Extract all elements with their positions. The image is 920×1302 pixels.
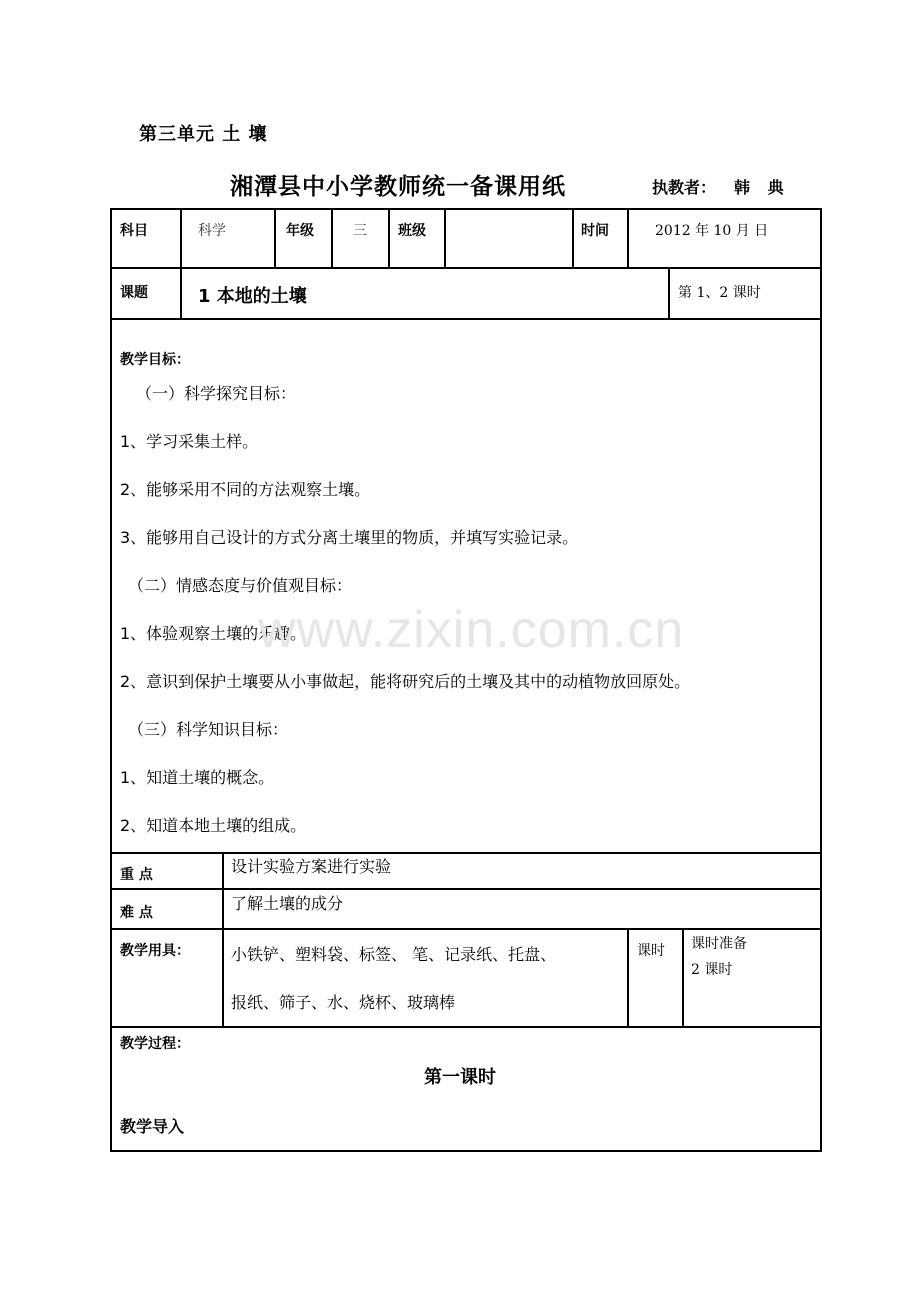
objective-line: 1、学习采集土样。 xyxy=(120,432,259,451)
section-heading: 教学导入 xyxy=(120,1117,185,1136)
watermark: www.zixin.com.cn xyxy=(258,601,685,659)
objective-line: 2、能够采用不同的方法观察土壤。 xyxy=(120,480,371,499)
row-divider-header xyxy=(110,267,820,269)
objective-line: 1、体验观察土壤的乐趣。 xyxy=(120,624,307,643)
page-title: 湘潭县中小学教师统一备课用纸 xyxy=(230,174,566,200)
row-divider-objectives xyxy=(110,852,820,854)
row-divider-tools xyxy=(110,1026,820,1028)
row-divider-difficulty xyxy=(110,928,820,930)
difficulty-label: 难 点 xyxy=(120,905,153,921)
objective-line: （三）科学知识目标： xyxy=(128,720,289,739)
key-point-value: 设计实验方案进行实验 xyxy=(231,857,392,876)
grade-value: 三 xyxy=(353,223,367,239)
col-divider xyxy=(222,853,224,1027)
col-divider xyxy=(444,208,446,268)
grade-label: 年级 xyxy=(286,223,314,239)
lesson-period: 第 1、2 课时 xyxy=(678,285,761,301)
col-divider xyxy=(627,208,629,268)
time-value: 2012 年 10 月 日 xyxy=(655,223,769,239)
unit-heading: 第三单元 土 壤 xyxy=(139,124,268,145)
class-label: 班级 xyxy=(398,223,426,239)
col-divider xyxy=(331,208,333,268)
objectives-heading: 教学目标： xyxy=(120,352,190,368)
tools-line: 报纸、筛子、水、烧杯、玻璃棒 xyxy=(231,993,456,1012)
objective-line: （一）科学探究目标： xyxy=(136,384,297,403)
topic-label: 课题 xyxy=(120,285,148,301)
process-heading: 教学过程： xyxy=(120,1036,190,1052)
tools-line: 小铁铲、塑料袋、标签、 笔、记录纸、托盘、 xyxy=(231,945,557,964)
col-divider xyxy=(180,208,182,268)
lesson-title: 第一课时 xyxy=(424,1067,496,1088)
col-divider xyxy=(682,929,684,1027)
objective-line: （二）情感态度与价值观目标： xyxy=(128,576,353,595)
prep-value: 2 课时 xyxy=(691,962,733,978)
teacher-name: 韩 典 xyxy=(734,178,790,197)
subject-label: 科目 xyxy=(120,223,148,239)
period-label: 课时 xyxy=(637,943,665,959)
objective-line: 3、能够用自己设计的方式分离土壤里的物质，并填写实验记录。 xyxy=(120,528,579,547)
time-label: 时间 xyxy=(581,223,609,239)
subject-value: 科学 xyxy=(198,223,226,239)
prep-label: 课时准备 xyxy=(691,936,747,952)
col-divider xyxy=(668,268,670,319)
col-divider xyxy=(572,208,574,268)
objective-line: 2、知道本地土壤的组成。 xyxy=(120,816,307,835)
col-divider xyxy=(180,268,182,319)
teacher-label: 执教者： xyxy=(652,178,717,197)
col-divider xyxy=(388,208,390,268)
difficulty-value: 了解土壤的成分 xyxy=(231,894,344,913)
row-divider-topic xyxy=(110,318,820,320)
col-divider xyxy=(274,208,276,268)
key-point-label: 重 点 xyxy=(120,867,153,883)
row-divider-keypoint xyxy=(110,888,820,890)
objective-line: 1、知道土壤的概念。 xyxy=(120,768,275,787)
col-divider xyxy=(627,929,629,1027)
tools-label: 教学用具： xyxy=(120,943,190,959)
topic-value: 1 本地的土壤 xyxy=(198,286,307,307)
objective-line: 2、意识到保护土壤要从小事做起，能将研究后的土壤及其中的动植物放回原处。 xyxy=(120,672,691,691)
